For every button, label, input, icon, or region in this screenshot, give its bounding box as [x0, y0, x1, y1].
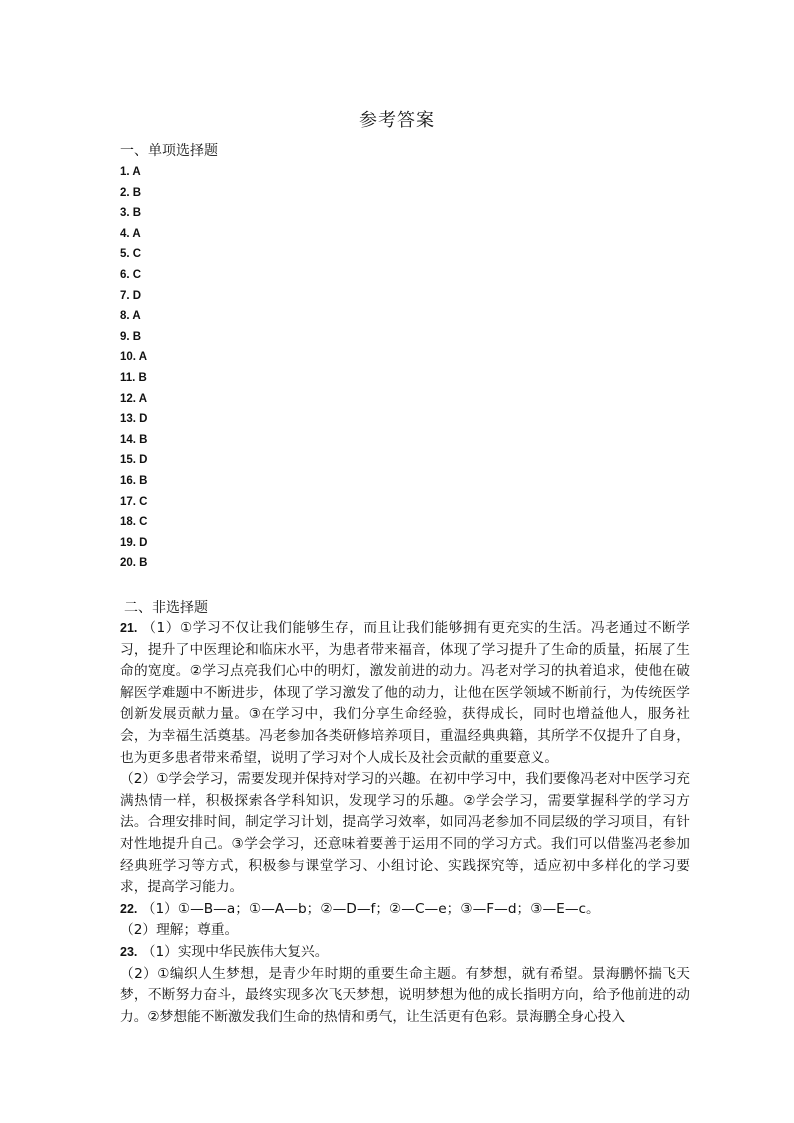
non-choice-answers [120, 618, 690, 1028]
q21-part1-text: （1）①学习不仅让我们能够生存，而且让我们能够拥有更充实的生活。冯老通过不断学习，提升了中医理论和临床水平，为患者带来福音，体现了学习提升了生命的质量，拓展了生命的宽度。②学习点亮我们心中的明灯，激发前进的动力。冯老对学习的执着追求，使他在破解医学难题中不断进步，体现了学习激发了他的动力，让他在医学领域不断前行，为传统医学创新发展贡献力量。③在学习中，我们分享生命经验，获得成长，同时也增益他人，服务社会，为幸福生活奠基。冯老参加各类研修培养项目，重温经典典籍，其所学不仅提升了自身，也为更多患者带来希望，说明了学习对个人成长及社会贡献的重要意义。 [120, 620, 690, 766]
answer-item: 3. B [120, 207, 142, 220]
answer-item: 7. D [120, 289, 142, 302]
answer-item: 1. A [120, 166, 141, 178]
question-number: 23. [120, 944, 138, 959]
q22-part1 [120, 899, 690, 921]
answer-item: 13. D [120, 413, 148, 426]
answer-item: 19. D [120, 536, 148, 549]
q23-part1-text: （1）实现中华民族伟大复兴。 [141, 943, 329, 960]
page-title: 参考答案 [359, 110, 435, 131]
answer-item: 18. C [120, 516, 148, 529]
answer-item: 2. B [120, 186, 142, 199]
question-number: 22. [120, 901, 138, 916]
answer-item: 17. C [120, 495, 148, 508]
q21-part2: （2）①学会学习，需要发现并保持对学习的兴趣。在初中学习中，我们要像冯老对中医学习充满热情一样，积极探索各学科知识，发现学习的乐趣。②学会学习，需要掌握科学的学习方法。合理安排时间，制定学习计划，提高学习效率，如同冯老参加不同层级的学习项目，有针对性地提升自己。③学会学习，还意味着要善于运用不同的学习方式。我们可以借鉴冯老参加经典班学习等方式，积极参与课堂学习、小组讨论、实践探究等，适应初中多样化的学习要求，提高学习能力。 [120, 771, 690, 896]
answer-item: 8. A [120, 310, 141, 323]
answer-item: 20. B [120, 557, 148, 570]
q23-part2: （2）①编织人生梦想，是青少年时期的重要生命主题。有梦想，就有希望。景海鹏怀揣飞天梦，不断努力奋斗，最终实现多次飞天梦想，说明梦想为他的成长指明方向，给予他前进的动力。②梦想能不断激发我们生命的热情和勇气，让生活更有色彩。景海鹏全身心投入 [120, 965, 690, 1025]
q22-part1-text: （1）①—B—a；①—A—b；②—D—f；②—C—e；③—F—d；③—E—c。 [141, 900, 600, 917]
question-number: 21. [120, 621, 138, 635]
q21-part1 [120, 618, 690, 769]
answer-item: 14. B [120, 433, 148, 446]
answer-item: 16. B [120, 474, 148, 487]
answer-item: 15. D [120, 454, 148, 467]
section-heading-multiple-choice: 一、单项选择题 [120, 143, 218, 159]
answer-item: 12. A [120, 392, 148, 405]
answer-item: 4. A [120, 227, 141, 240]
answer-list [120, 162, 148, 574]
answer-item: 5. C [120, 248, 142, 261]
answer-item: 11. B [120, 371, 147, 384]
answer-item: 6. C [120, 268, 142, 281]
q22-part2: （2）理解；尊重。 [120, 922, 239, 939]
answer-item: 10. A [120, 351, 148, 364]
answer-item: 9. B [120, 330, 142, 343]
q23-part1 [120, 942, 690, 964]
section-heading-non-choice: 二、非选择题 [124, 600, 208, 616]
